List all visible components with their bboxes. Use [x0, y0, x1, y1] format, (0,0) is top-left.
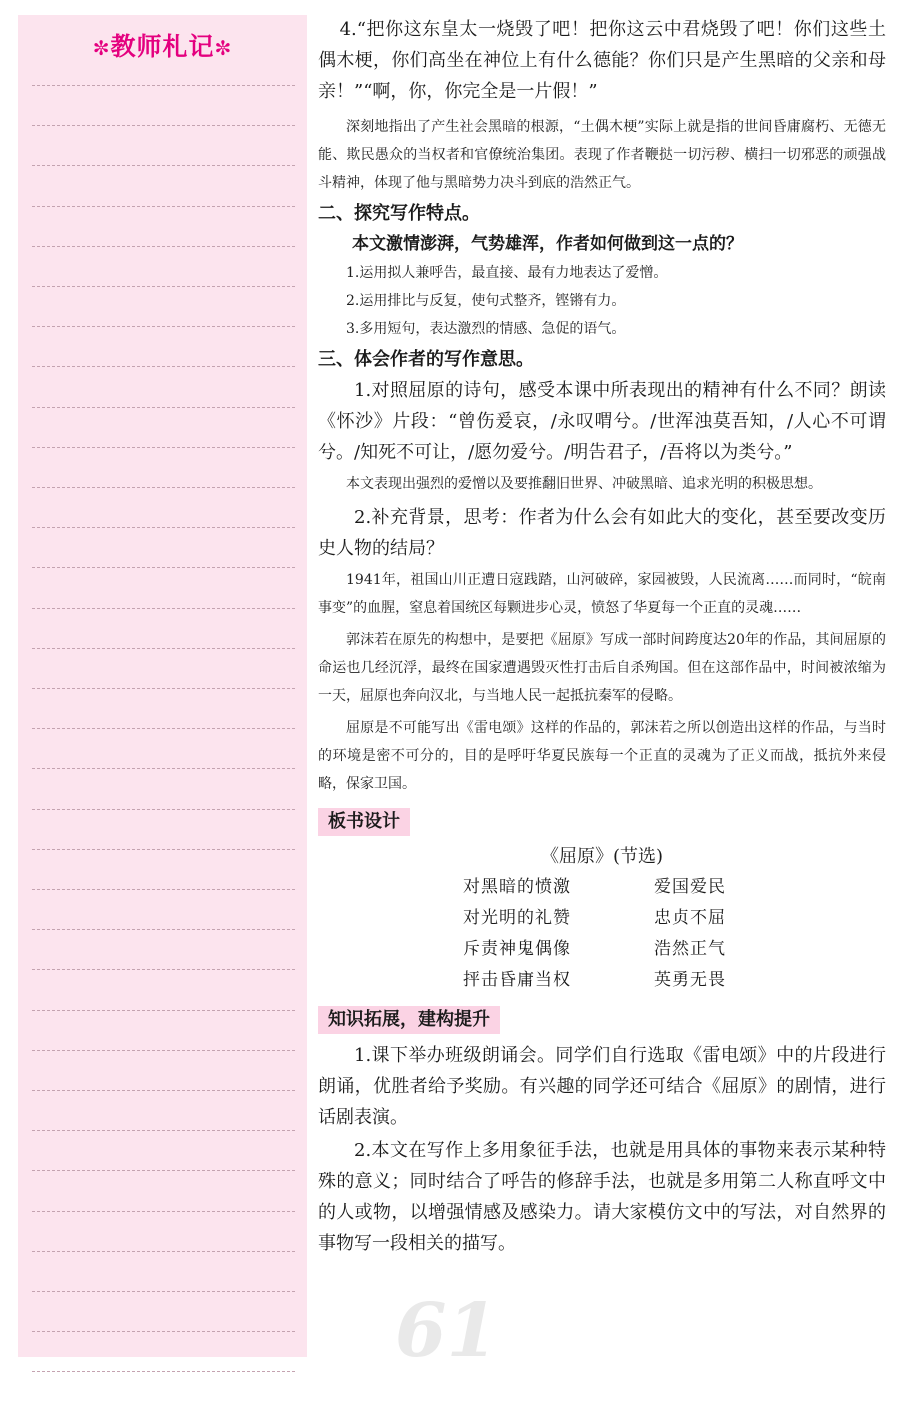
board-right-cell: 浩然正气 — [654, 939, 726, 959]
section-2-answer-1: 1.运用拟人兼呼告，最直接、最有力地表达了爱憎。 — [346, 265, 668, 281]
note-line — [32, 1090, 295, 1091]
sidebar-title — [18, 27, 307, 63]
board-right-cell: 英勇无畏 — [654, 970, 726, 990]
board-row — [318, 934, 886, 965]
board-right-cell: 忠贞不屈 — [654, 908, 726, 928]
section-3-answer-1: 本文表现出强烈的爱憎以及要推翻旧世界、冲破黑暗、追求光明的积极思想。 — [346, 476, 822, 492]
section-2-answer-2: 2.运用排比与反复，使句式整齐，铿锵有力。 — [346, 293, 626, 309]
note-line — [32, 1211, 295, 1212]
extension-label: 知识拓展，建构提升 — [318, 1006, 500, 1034]
background-paragraph: 郭沫若在原先的构想中，是要把《屈原》写成一部时间跨度达20年的作品，其间屈原的命运也几经沉浮，最终在国家遭遇毁灭性打击后自杀殉国。但在这部作品中，时间被浓缩为一天，屈原也奔向汉北，与当地人民一起抵抗秦军的侵略。 — [318, 632, 886, 704]
main-content — [318, 14, 886, 1259]
note-line — [32, 407, 295, 408]
background-paragraph: 1941年，祖国山川正遭日寇践踏，山河破碎，家园被毁，人民流离……而同时，“皖南事变”的血腥，窒息着国统区每颗进步心灵，愤怒了华夏每一个正直的灵魂…… — [318, 572, 886, 616]
extension-item-1: 1.课下举办班级朗诵会。同学们自行选取《雷电颂》中的片段进行朗诵，优胜者给予奖励。有兴趣的同学还可结合《屈原》的剧情，进行话剧表演。 — [318, 1045, 886, 1128]
board-left-cell: 对黑暗的愤激 — [463, 877, 571, 897]
board-row — [318, 965, 886, 996]
page-number: 61 — [395, 1288, 498, 1374]
note-line — [32, 527, 295, 528]
item-4-quote: 4.“把你这东皇太一烧毁了吧！把你这云中君烧毁了吧！你们这些土偶木梗，你们高坐在神位上有什么德能？你们只是产生黑暗的父亲和母亲！”“啊，你，你完全是一片假！” — [318, 19, 886, 102]
board-left-cell: 斥责神鬼偶像 — [463, 939, 571, 959]
note-line — [32, 487, 295, 488]
teacher-notes-sidebar — [18, 15, 307, 1357]
note-line — [32, 648, 295, 649]
flower-icon: ✼ — [214, 36, 233, 60]
note-line — [32, 728, 295, 729]
note-line — [32, 447, 295, 448]
note-line — [32, 608, 295, 609]
section-3-heading: 三、体会作者的写作意思。 — [318, 349, 534, 370]
note-line — [32, 768, 295, 769]
note-line — [32, 326, 295, 327]
note-line — [32, 929, 295, 930]
note-line — [32, 286, 295, 287]
note-line — [32, 206, 295, 207]
note-line — [32, 85, 295, 86]
note-line — [32, 1010, 295, 1011]
board-title: 《屈原》(节选) — [540, 846, 664, 867]
board-left-cell: 抨击昏庸当权 — [463, 970, 571, 990]
sidebar-title-text: 教师札记 — [110, 32, 215, 61]
note-line — [32, 969, 295, 970]
note-line — [32, 246, 295, 247]
note-line — [32, 849, 295, 850]
board-row — [318, 872, 886, 903]
section-2-heading: 二、探究写作特点。 — [318, 203, 480, 224]
note-line — [32, 688, 295, 689]
note-line — [32, 1371, 295, 1372]
note-line — [32, 1331, 295, 1332]
note-line — [32, 165, 295, 166]
section-3-question-1: 1.对照屈原的诗句，感受本课中所表现出的精神有什么不同？朗读《怀沙》片段：“曾伤爰哀，/永叹喟兮。/世浑浊莫吾知，/人心不可谓兮。/知死不可让，/愿勿爱兮。/明告君子，/吾将以为类兮。” — [318, 380, 886, 463]
background-paragraph: 屈原是不可能写出《雷电颂》这样的作品的，郭沫若之所以创造出这样的作品，与当时的环境是密不可分的，目的是呼吁华夏民族每一个正直的灵魂为了正义而战，抵抗外来侵略，保家卫国。 — [318, 720, 886, 792]
extension-label-wrap — [318, 1006, 886, 1034]
item-4-answer: 深刻地指出了产生社会黑暗的根源，“土偶木梗”实际上就是指的世间昏庸腐朽、无德无能、欺民愚众的当权者和官僚统治集团。表现了作者鞭挞一切污秽、横扫一切邪恶的顽强战斗精神，体现了他与黑暗势力决斗到底的浩然正气。 — [318, 119, 886, 191]
note-line — [32, 567, 295, 568]
board-right-cell: 爱国爱民 — [654, 877, 726, 897]
note-line — [32, 809, 295, 810]
note-line — [32, 1170, 295, 1171]
extension-item-2: 2.本文在写作上多用象征手法，也就是用具体的事物来表示某种特殊的意义；同时结合了呼告的修辞手法，也就是多用第二人称直呼文中的人或物，以增强情感及感染力。请大家模仿文中的写法，对自然界的事物写一段相关的描写。 — [318, 1140, 886, 1254]
note-line — [32, 1251, 295, 1252]
note-line — [32, 1050, 295, 1051]
note-line — [32, 889, 295, 890]
note-line — [32, 1291, 295, 1292]
board-left-cell: 对光明的礼赞 — [463, 908, 571, 928]
section-2-question: 本文激情澎湃，气势雄浑，作者如何做到这一点的？ — [352, 234, 743, 254]
flower-icon: ✼ — [92, 36, 111, 60]
board-row — [318, 903, 886, 934]
note-line — [32, 125, 295, 126]
section-2-answer-3: 3.多用短句，表达激烈的情感、急促的语气。 — [346, 321, 626, 337]
note-line — [32, 366, 295, 367]
board-design-label-wrap — [318, 808, 886, 836]
section-3-question-2: 2.补充背景，思考：作者为什么会有如此大的变化，甚至要改变历史人物的结局？ — [318, 507, 886, 559]
note-line — [32, 1130, 295, 1131]
board-design-label: 板书设计 — [318, 808, 410, 836]
